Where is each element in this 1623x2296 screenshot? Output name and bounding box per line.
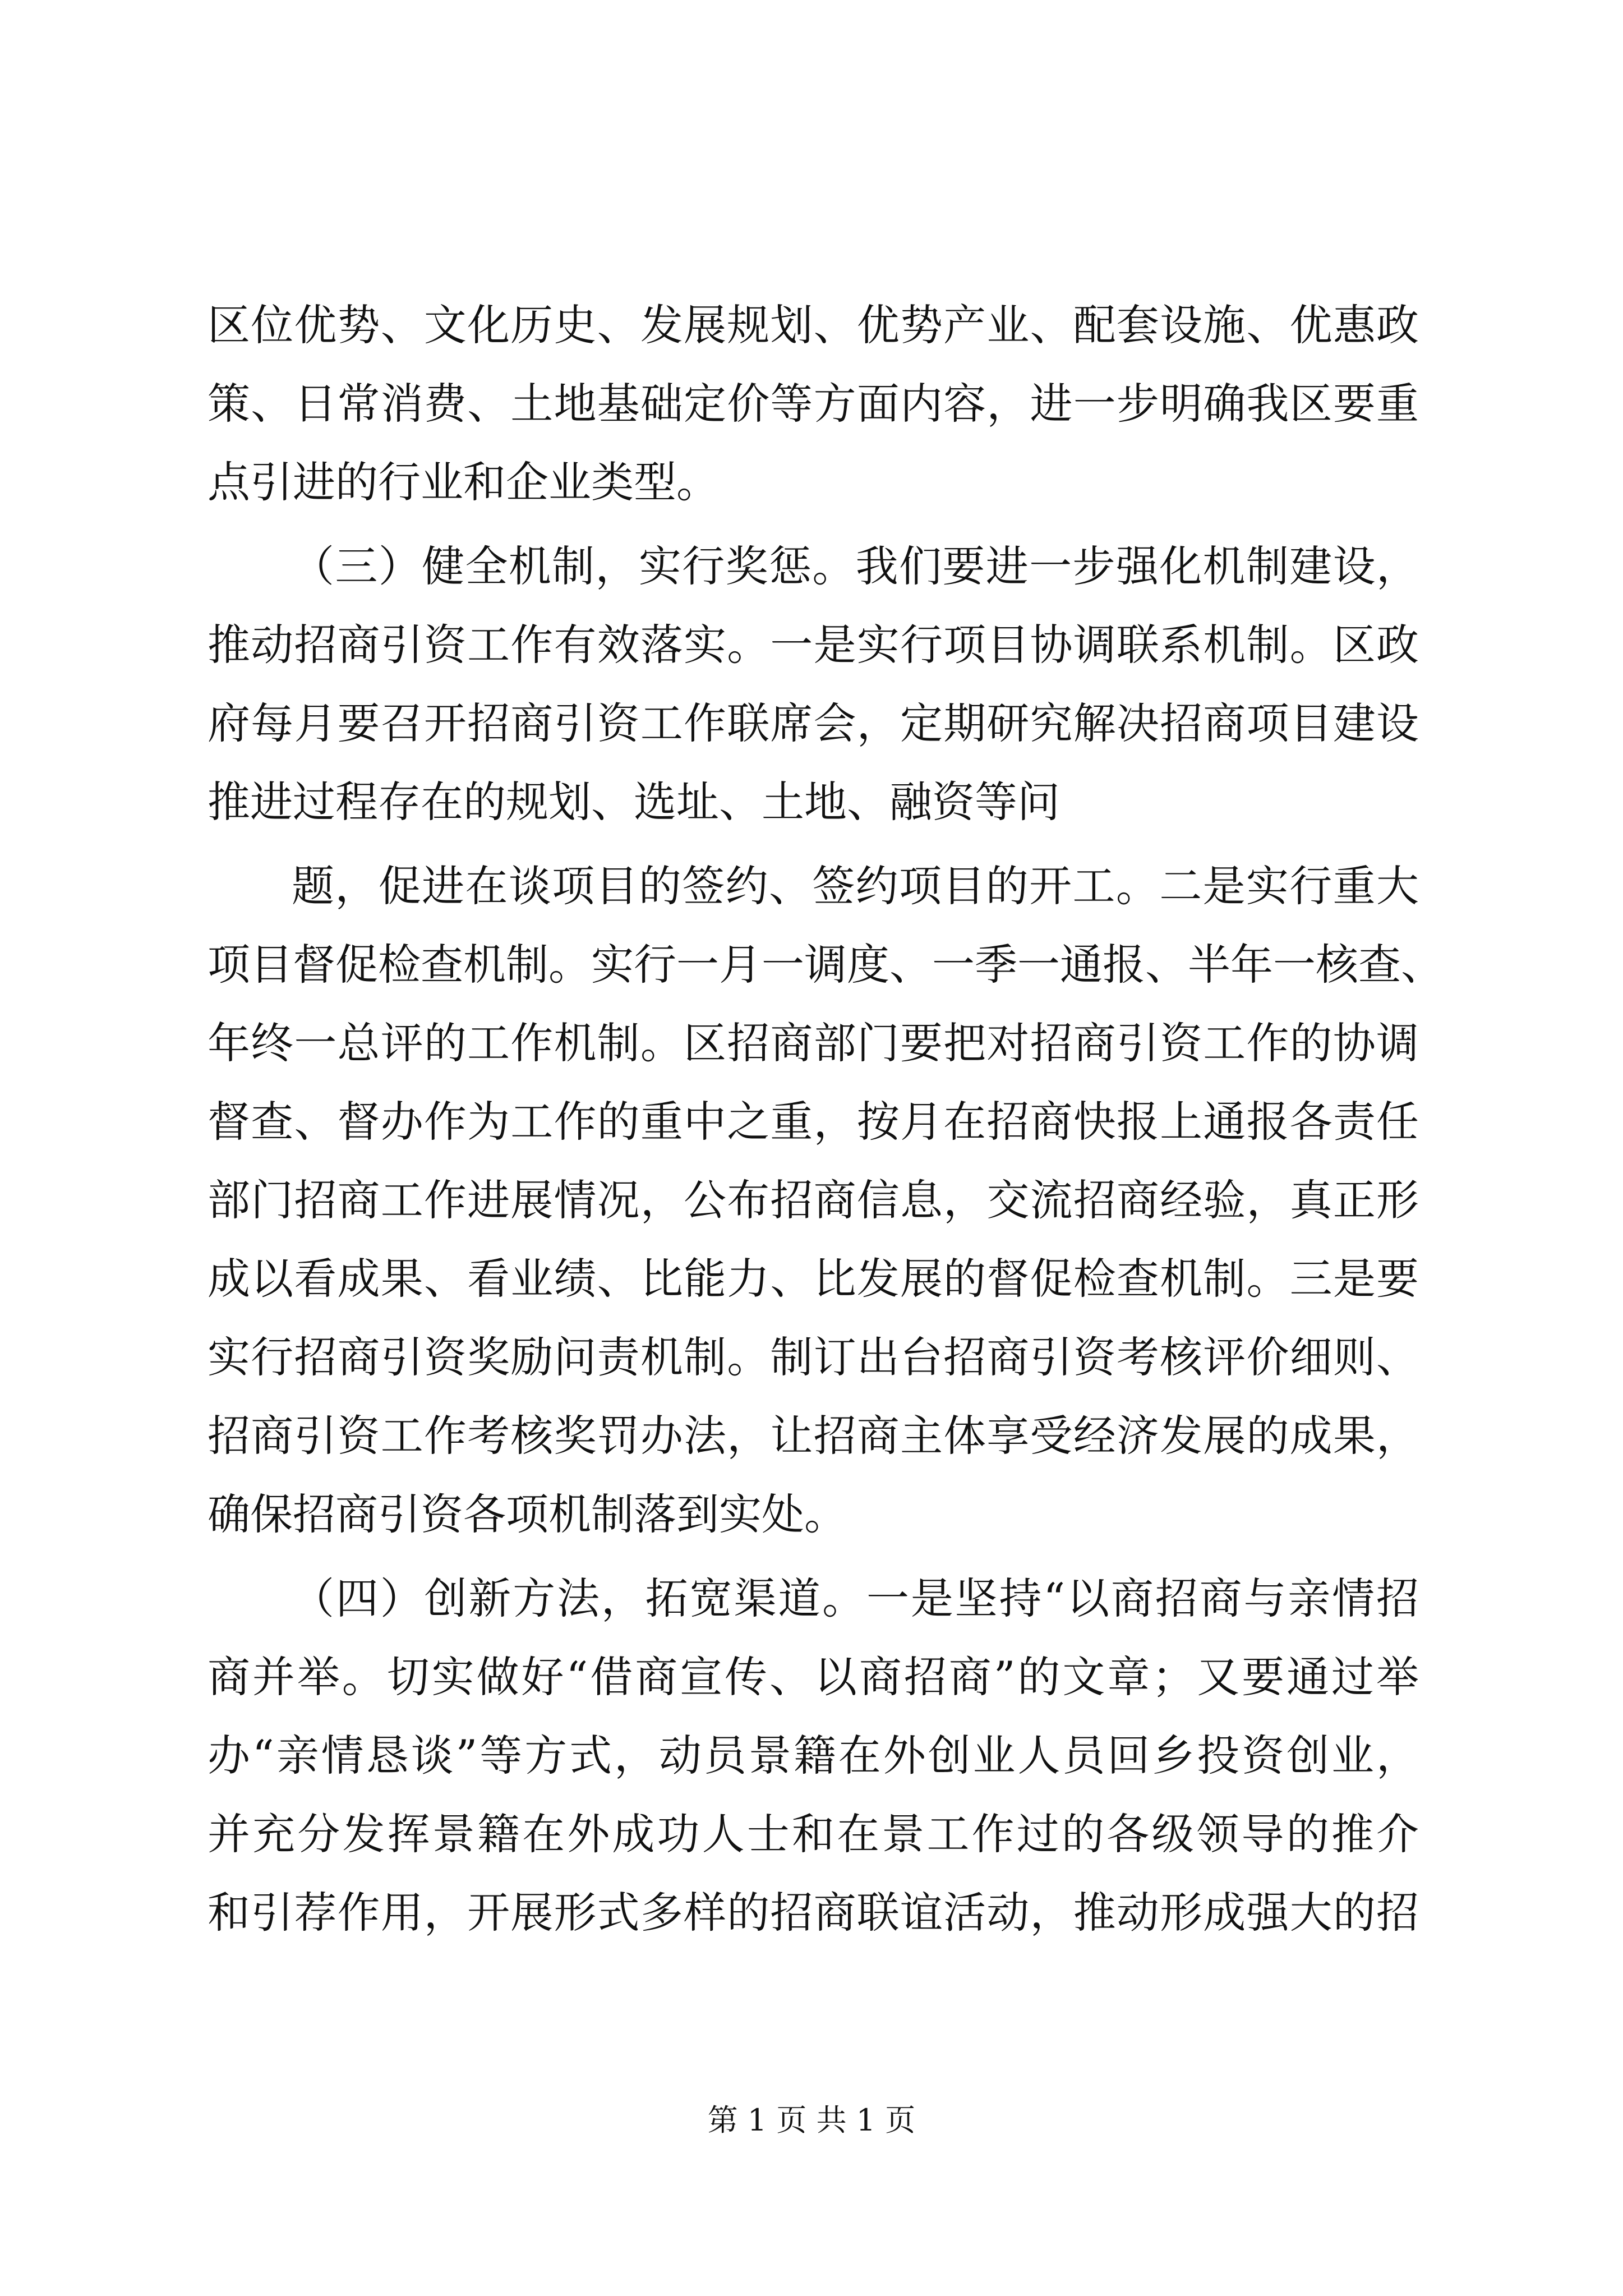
text-line: 并充分发挥景籍在外成功人士和在景工作过的各级领导的推介 [208, 1809, 1419, 1859]
text-line: 推进过程存在的规划、选址、土地、融资等问 [208, 777, 1060, 827]
text-line: 实行招商引资奖励问责机制。制订出台招商引资考核评价细则、 [208, 1332, 1419, 1382]
page-number-footer: 第 1 页 共 1 页 [707, 2102, 916, 2138]
text-line: 区位优势、文化历史、发展规划、优势产业、配套设施、优惠政 [208, 300, 1419, 350]
text-line: 部门招商工作进展情况，公布招商信息，交流招商经验，真正形 [208, 1175, 1419, 1225]
text-line: 推动招商引资工作有效落实。一是实行项目协调联系机制。区政 [208, 620, 1419, 670]
text-line: 督查、督办作为工作的重中之重，按月在招商快报上通报各责任 [208, 1097, 1419, 1147]
text-line: 办“亲情恳谈”等方式，动员景籍在外创业人员回乡投资创业， [208, 1731, 1419, 1780]
text-line: 确保招商引资各项机制落到实处。 [208, 1489, 847, 1539]
paragraph-start-line: 题，促进在谈项目的签约、签约项目的开工。二是实行重大 [292, 861, 1419, 911]
text-line: 点引进的行业和企业类型。 [208, 457, 719, 507]
text-line: 和引荐作用，开展形式多样的招商联谊活动，推动形成强大的招 [208, 1888, 1419, 1938]
text-line: 成以看成果、看业绩、比能力、比发展的督促检查机制。三是要 [208, 1254, 1419, 1304]
text-line: 商并举。切实做好“借商宣传、以商招商”的文章；又要通过举 [208, 1652, 1419, 1702]
paragraph-start-line: （三）健全机制，实行奖惩。我们要进一步强化机制建设， [292, 541, 1419, 591]
text-line: 年终一总评的工作机制。区招商部门要把对招商引资工作的协调 [208, 1018, 1419, 1068]
paragraph-start-line: （四）创新方法，拓宽渠道。一是坚持“以商招商与亲情招 [292, 1573, 1419, 1623]
text-line: 府每月要召开招商引资工作联席会，定期研究解决招商项目建设 [208, 698, 1419, 748]
text-line: 策、日常消费、土地基础定价等方面内容，进一步明确我区要重 [208, 379, 1419, 429]
text-line: 项目督促检查机制。实行一月一调度、一季一通报、半年一核查、 [208, 940, 1444, 990]
text-line: 招商引资工作考核奖罚办法，让招商主体享受经济发展的成果， [208, 1411, 1419, 1461]
